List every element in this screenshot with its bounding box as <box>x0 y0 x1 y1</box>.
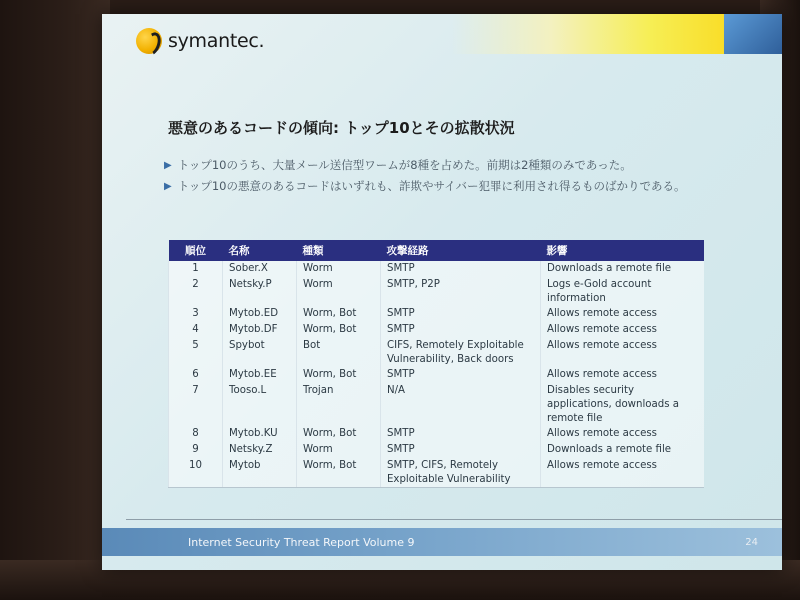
cell-rank: 9 <box>169 442 223 458</box>
column-header-impact: 影響 <box>541 240 705 261</box>
cell-type: Worm <box>297 277 381 307</box>
cell-type: Worm, Bot <box>297 306 381 322</box>
cell-type: Worm, Bot <box>297 426 381 442</box>
cell-impact: Allows remote access <box>541 458 705 488</box>
cell-rank: 8 <box>169 426 223 442</box>
table-row <box>169 277 705 307</box>
presentation-slide <box>102 14 782 570</box>
cell-attack-route: SMTP <box>381 426 541 442</box>
malware-table-grid <box>168 240 704 488</box>
cell-impact: Allows remote access <box>541 306 705 322</box>
column-header-attack-route: 攻撃経路 <box>381 240 541 261</box>
cell-attack-route: SMTP <box>381 322 541 338</box>
table-row <box>169 426 705 442</box>
table-row <box>169 306 705 322</box>
cell-name: Netsky.P <box>223 277 297 307</box>
cell-impact: Logs e-Gold account information <box>541 277 705 307</box>
slide-header-decoration-blue <box>724 14 782 54</box>
cell-name: Netsky.Z <box>223 442 297 458</box>
triangle-bullet-icon: ▶ <box>164 180 172 192</box>
table-row <box>169 367 705 383</box>
symantec-logo-icon <box>136 28 162 54</box>
bullet-text: トップ10のうち、大量メール送信型ワームが8種を占めた。前期は2種類のみであった。 <box>177 158 632 172</box>
cell-attack-route: SMTP, CIFS, Remotely Exploitable Vulnerability <box>381 458 541 488</box>
room-background-left <box>0 0 110 600</box>
cell-type: Worm, Bot <box>297 367 381 383</box>
bullet-item <box>164 178 685 194</box>
table-header-row <box>169 240 705 261</box>
table-row <box>169 442 705 458</box>
cell-rank: 2 <box>169 277 223 307</box>
cell-impact: Allows remote access <box>541 426 705 442</box>
cell-attack-route: CIFS, Remotely Exploitable Vulnerability, Back doors <box>381 338 541 368</box>
cell-rank: 10 <box>169 458 223 488</box>
page-number: 24 <box>745 537 758 548</box>
column-header-rank: 順位 <box>169 240 223 261</box>
cell-type: Trojan <box>297 383 381 426</box>
footer-title: Internet Security Threat Report Volume 9 <box>188 536 415 549</box>
column-header-name: 名称 <box>223 240 297 261</box>
cell-rank: 4 <box>169 322 223 338</box>
table-row <box>169 261 705 277</box>
cell-type: Worm <box>297 261 381 277</box>
cell-type: Worm, Bot <box>297 322 381 338</box>
cell-type: Worm <box>297 442 381 458</box>
cell-impact: Disables security applications, downloads a remote file <box>541 383 705 426</box>
symantec-logo <box>136 28 264 54</box>
table-row <box>169 383 705 426</box>
bullet-text: トップ10の悪意のあるコードはいずれも、詐欺やサイバー犯罪に利用され得るものばかりである。 <box>177 179 686 193</box>
cell-attack-route: SMTP <box>381 442 541 458</box>
cell-name: Spybot <box>223 338 297 368</box>
cell-impact: Allows remote access <box>541 322 705 338</box>
cell-name: Mytob.ED <box>223 306 297 322</box>
cell-name: Tooso.L <box>223 383 297 426</box>
cell-rank: 5 <box>169 338 223 368</box>
malware-table <box>168 240 704 488</box>
cell-name: Mytob <box>223 458 297 488</box>
bullet-item <box>164 157 685 173</box>
table-row <box>169 338 705 368</box>
cell-type: Bot <box>297 338 381 368</box>
cell-name: Mytob.KU <box>223 426 297 442</box>
cell-attack-route: SMTP <box>381 306 541 322</box>
table-row <box>169 322 705 338</box>
cell-type: Worm, Bot <box>297 458 381 488</box>
column-header-type: 種類 <box>297 240 381 261</box>
cell-rank: 3 <box>169 306 223 322</box>
bullet-list <box>164 157 685 199</box>
cell-rank: 6 <box>169 367 223 383</box>
cell-name: Mytob.EE <box>223 367 297 383</box>
table-row <box>169 458 705 488</box>
cell-impact: Allows remote access <box>541 367 705 383</box>
cell-name: Mytob.DF <box>223 322 297 338</box>
cell-attack-route: SMTP <box>381 367 541 383</box>
triangle-bullet-icon: ▶ <box>164 159 172 171</box>
cell-attack-route: N/A <box>381 383 541 426</box>
cell-rank: 1 <box>169 261 223 277</box>
cell-attack-route: SMTP, P2P <box>381 277 541 307</box>
cell-name: Sober.X <box>223 261 297 277</box>
footer-divider <box>126 519 782 520</box>
cell-attack-route: SMTP <box>381 261 541 277</box>
cell-rank: 7 <box>169 383 223 426</box>
cell-impact: Downloads a remote file <box>541 261 705 277</box>
logo-text: symantec. <box>168 30 265 52</box>
cell-impact: Downloads a remote file <box>541 442 705 458</box>
cell-impact: Allows remote access <box>541 338 705 368</box>
slide-title: 悪意のあるコードの傾向: トップ10とその拡散状況 <box>168 119 515 137</box>
